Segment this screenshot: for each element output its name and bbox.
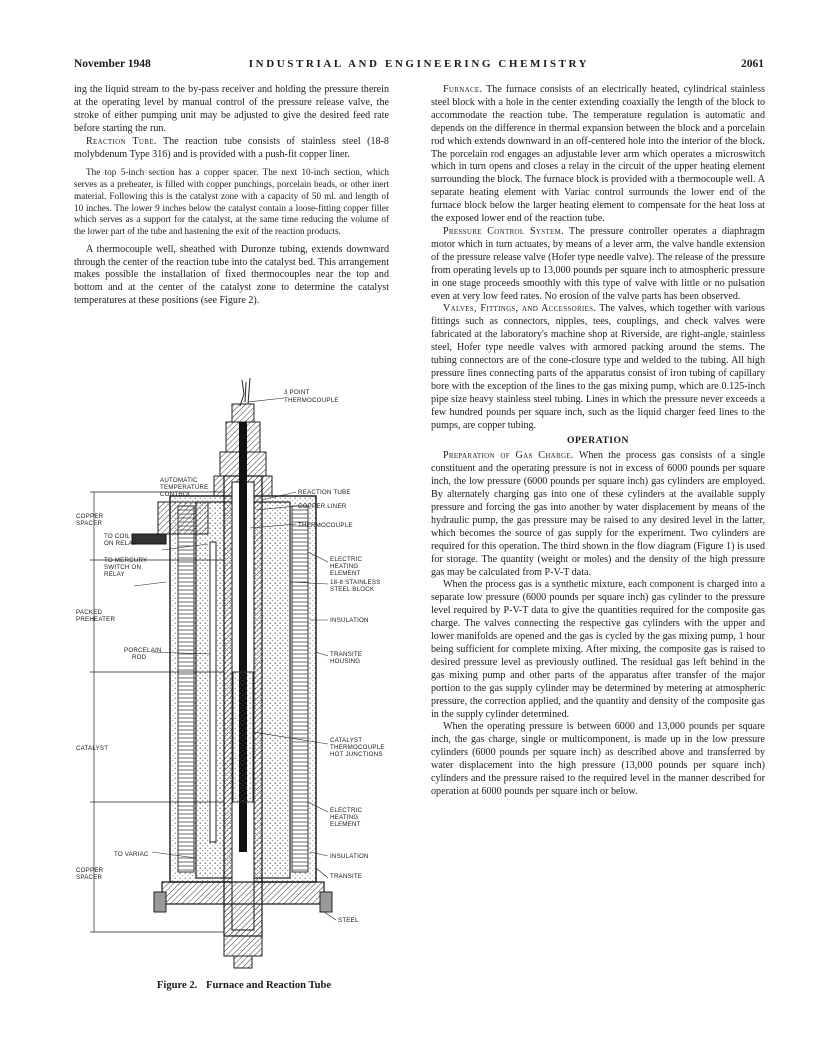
label-copper-bottom: COPPER: [76, 867, 104, 874]
label-catalyst-tc-2: THERMOCOUPLE: [330, 744, 385, 751]
paragraph-furnace: [431, 84, 765, 226]
label-heating-bottom: HEATING: [330, 814, 359, 821]
label-stainless: 18-8 STAINLESS: [330, 579, 381, 586]
label-to-coil: TO COIL: [104, 533, 131, 540]
run-in-heading: Reaction Tube.: [86, 135, 157, 147]
label-insulation: INSULATION: [330, 617, 369, 624]
paragraph-synthetic-mixture: When the process gas is a synthetic mixture, each component is charged into a separate low pressure (6000 pounds per square inch) gas cylinder to the pressure level required by P-V-T data to give the quantities required for the composite gas charge. The valves connecting the respective gas cylinders with the upper and lower manifolds are opened and the gas is cycled by the gas mixing pump, 1 hour being sufficient for complete mixing. After mixing, the composite gas is raised to desired pressure level as previously outlined. The residual gas left behind in the gas mixing pump and other parts of the apparatus after transfer of the major portion to the gas supply cylinder may be determined by metering at atmospheric pressure, the correction applied, and the quantity and density of the composite gas in the supply cylinder determined.: [431, 579, 765, 720]
relay: [132, 534, 166, 544]
figure-title: Furnace and Reaction Tube: [205, 980, 332, 991]
label-steel-block: STEEL BLOCK: [330, 586, 375, 593]
label-switch-on: SWITCH ON: [104, 564, 142, 571]
paragraph-text: The valves, which together with various fittings such as connectors, nipples, tees, couplings, and check valves were fabricated at the laboratory's machine shop at Riverside, are right-angle, stainless steel, Hofer type needle valves with armored packing around the stems. The tubing connectors are of the cone-closure type and welded to the tubing. All high pressure lines connecting parts of the apparatus consist of iron tubing of capillary bore with the exception of the lines to the gas mixing pump, which are 0.125-inch pipe size heavy stainless steel tubing. Lines in which the pressure never exceeds a few hundred pounds per square inch, such as the liquid charger feed lines to the pumps, are copper tubing.: [431, 303, 765, 431]
page-number: 2061: [741, 58, 764, 70]
label-on-relay: ON RELAY: [104, 540, 137, 547]
label-catalyst: CATALYST: [76, 745, 109, 752]
bottom-flange: [162, 882, 324, 904]
label-reaction-tube: REACTION TUBE: [298, 489, 351, 496]
top-fitting: [232, 404, 254, 422]
outlet: [234, 956, 252, 968]
paragraph-text: The furnace consists of an electrically heated, cylindrical stainless steel block with a hole in the center extending coaxially the length of the block to accommodate the reaction tube. The temperature regulation is automatic and depends on the difference in thermal expansion between the block and a porcelain rod which extends downward in an off-centered hole into the interior of the block. The porcelain rod engages an adjustable lever arm which operates a microswitch which in turn opens and closes a relay in the circuit of the upper heating element surrounding the block. The furnace block is provided with a thermocouple well. A separate heating element with Variac control surrounds the lower end of the furnace block below the larger heating element to compensate for the heat loss at the exposed lower end of the reaction tube.: [431, 84, 765, 225]
bolt-right: [320, 892, 332, 912]
paragraph-text: The reaction tube consists of stainless steel (18-8 molybdenum Type 316) and is provided with a push-fit copper liner.: [74, 135, 389, 160]
porcelain-rod: [210, 542, 216, 842]
label-catalyst-tc: CATALYST: [330, 737, 363, 744]
label-rod: ROD: [132, 654, 147, 661]
label-thermocouple-top: THERMOCOUPLE: [284, 397, 339, 404]
label-preheater: PREHEATER: [76, 616, 116, 623]
label-transite-bottom: TRANSITE: [330, 873, 363, 880]
label-hot-junctions: HOT JUNCTIONS: [330, 751, 383, 758]
label-to-variac: TO VARIAC: [114, 851, 149, 858]
label-element-bottom: ELEMENT: [330, 821, 361, 828]
paragraph-sections: The top 5-inch section has a copper spacer. The next 10-inch section, which serves as a preheater, is filled with copper punchings, porcelain beads, or other inert material. Following this is the catalyst zone with a capacity of 50 ml. and length of 10 inches. The lower 9 inches below the catalyst contain a loose-fitting copper filler which serves as a support for the catalyst, at the same time reducing the volume of the lower part of the tube and hastening the exit of the reaction products.: [74, 167, 389, 236]
run-in-heading: Valves, Fittings, and Accessories.: [443, 303, 597, 315]
heating-element-left: [178, 506, 194, 872]
paragraph-continuation: ing the liquid stream to the by-pass receiver and holding the pressure therein at the operating level by manual control of the pressure release valve, the stroke of either pumping unit may be adjusted to give the desired feed rate before starting the run.: [74, 84, 389, 134]
figure-caption: [74, 980, 414, 991]
label-copper-spacer-top: COPPER: [76, 513, 104, 520]
label-porcelain: PORCELAIN: [124, 647, 162, 654]
label-electric-bottom: ELECTRIC: [330, 807, 363, 814]
label-copper-liner: COPPER LINER: [298, 503, 347, 510]
paragraph-high-pressure: When the operating pressure is between 6000 and 13,000 pounds per square inch, the gas charge, single or multicomponent, is made up in the low pressure cylinders (6000 pounds per square inch) as described above and transferred by water displacement into the high pressure (13,000 pounds per square inch) cylinders and the pressure raised to the required level in the manner described for operation at 6000 pounds per square inch or below.: [431, 721, 765, 797]
journal-title: INDUSTRIAL AND ENGINEERING CHEMISTRY: [248, 58, 590, 70]
label-copper-spacer-top-2: SPACER: [76, 520, 103, 527]
left-column: [74, 84, 389, 308]
run-in-heading: Preparation of Gas Charge.: [443, 450, 574, 462]
label-steel: STEEL: [338, 917, 359, 924]
paragraph-thermocouple: A thermocouple well, sheathed with Duronze tubing, extends downward through the center of the reaction tube into the catalyst bed. This arrangement makes possible the installation of fixed thermocouples near the top and bottom and at the center of the catalyst zone to determine the catalyst temperatures at these positions (see Figure 2).: [74, 243, 389, 307]
label-control: CONTROL: [160, 491, 192, 498]
label-spacer-bottom: SPACER: [76, 874, 103, 881]
run-in-heading: Furnace.: [443, 84, 483, 95]
label-relay: RELAY: [104, 571, 125, 578]
paragraph-valves: [431, 303, 765, 432]
running-header: [74, 58, 764, 74]
section-title-operation: OPERATION: [567, 435, 629, 447]
temperature-control-box: [158, 502, 208, 534]
right-column: [431, 84, 765, 799]
paragraph-pressure-control: [431, 226, 765, 303]
figure-number: Figure 2.: [156, 980, 198, 991]
furnace-diagram-svg: [74, 372, 404, 972]
label-transite: TRANSITE: [330, 651, 363, 658]
paragraph-gas-charge: [431, 450, 765, 579]
label-insulation-bottom: INSULATION: [330, 853, 369, 860]
bolt-left: [154, 892, 166, 912]
bottom-fitting: [224, 904, 262, 956]
label-to-mercury: TO MERCURY: [104, 557, 148, 564]
paragraph-reaction-tube: [74, 136, 389, 162]
label-thermocouple: THERMOCOUPLE: [298, 522, 353, 529]
label-packed: PACKED: [76, 609, 103, 616]
issue-date: November 1948: [74, 58, 151, 70]
label-heating-top: HEATING: [330, 563, 359, 570]
label-housing: HOUSING: [330, 658, 361, 665]
label-electric-top: ELECTRIC: [330, 556, 363, 563]
label-element-top: ELEMENT: [330, 570, 361, 577]
paragraph-text: The pressure controller operates a diaphragm motor which in turn actuates, by means of a lever arm, the valve handle extension of the pressure release valve (Hofer type needle valve). The release of the pressure from operating levels up to 13,000 pounds per square inch to atmospheric pressure in one stage proceeds smoothly with this type of valve with little or no pulsation even at very low feed rates. No erosion of the valve parts has been observed.: [431, 225, 765, 302]
catalyst-zone: [233, 672, 253, 802]
heating-element-right: [292, 506, 308, 872]
label-three-point: 3 POINT: [284, 389, 310, 396]
label-automatic: AUTOMATIC: [160, 477, 198, 484]
paragraph-text: When the process gas consists of a single constituent and the operating pressure is not in excess of 6000 pounds per square inch, the low pressure (6000 pounds per square inch) gas cylinders are employed. By alternately charging gas into one of these cylinders at the available supply pressure and forcing the gas into another by water displacement by means of the hydraulic pump, the gas pressure may be raised to any desired level in the latter, which becomes the source of gas supply for the experiment. Two cylinders are required for this operation. The third shown in the flow diagram (Figure 1) is used for storage. The quantity (weight or moles) and the density of the high pressure gas may be calculated from P-V-T data.: [431, 450, 765, 578]
figure-furnace-diagram: [74, 372, 404, 972]
run-in-heading: Pressure Control System.: [443, 225, 564, 237]
label-temperature: TEMPERATURE: [160, 484, 209, 491]
